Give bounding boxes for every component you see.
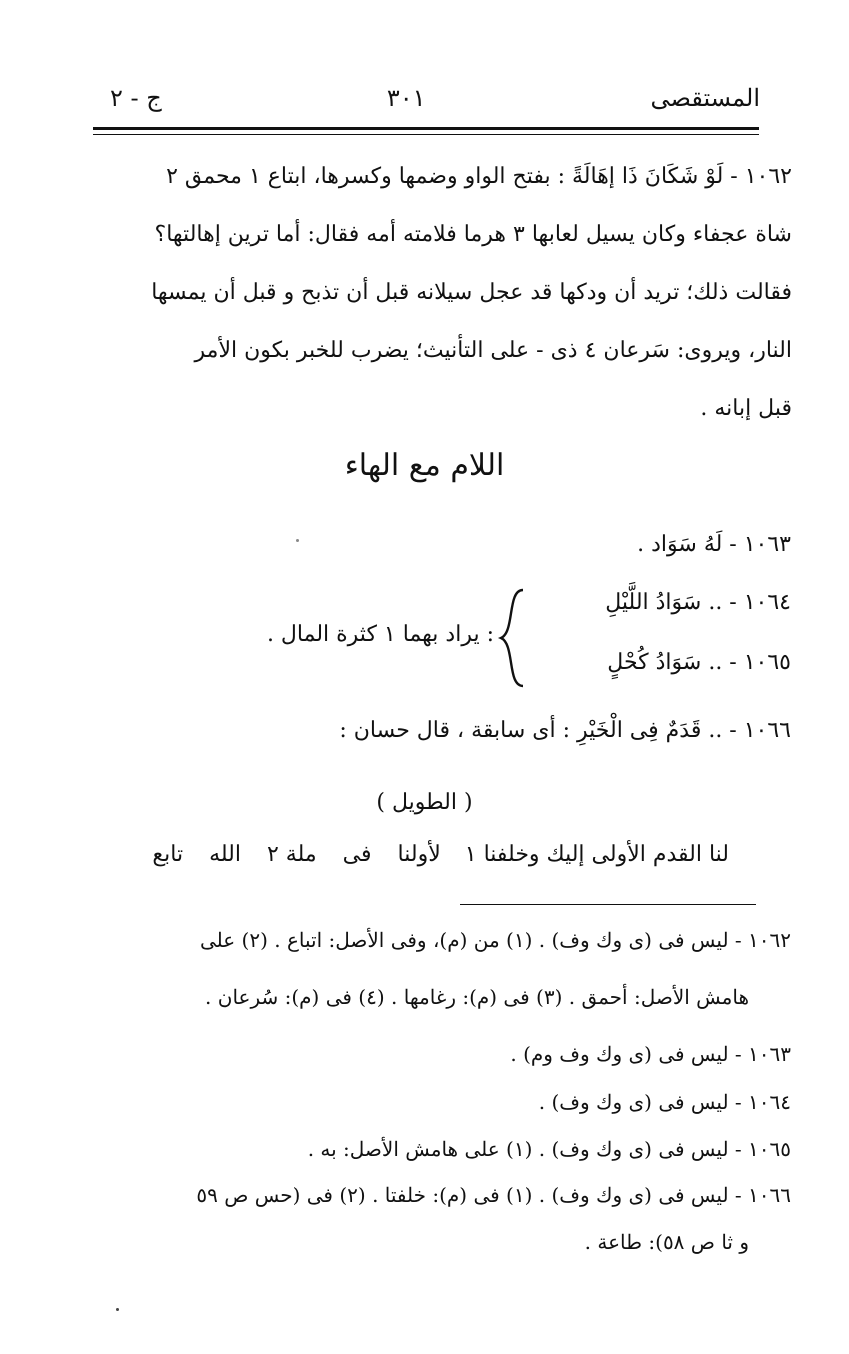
verse-first-hemistich: لنا القدم الأولى إليك وخلفنا ١ <box>464 842 729 867</box>
footnote-1066-continued: و ثا ص ٥٨): طاعة . <box>584 1230 749 1254</box>
entry-1066: ١٠٦٦ - .. قَدَمٌ فِى الْخَيْرِ : أى سابقة ، قال حسان : <box>339 718 791 743</box>
footnote-1063: ١٠٦٣ - ليس فى (ى وك وف وم) . <box>510 1042 791 1066</box>
header-rule-thin <box>93 134 759 135</box>
curly-brace-icon <box>495 588 531 688</box>
volume-label: ج - ٢ <box>110 84 162 112</box>
verse-second-hemistich <box>152 842 440 867</box>
verse-word: لأولنا <box>397 842 441 867</box>
brace-gloss: : يراد بهما ١ كثرة المال . <box>266 622 494 647</box>
verse-line <box>152 842 729 867</box>
verse-word: الله <box>209 842 241 867</box>
header-rule-thick <box>93 127 759 130</box>
paragraph-line: ١٠٦٢ - لَوْ شَكَانَ ذَا إهَالَةً : بفتح الواو وضمها وكسرها، ابتاع ١ محمق ٢ <box>166 164 792 189</box>
paragraph-line: النار، ويروى: سَرعان ٤ ذى - على التأنيث؛ يضرب للخبر بكون الأمر <box>194 338 792 363</box>
page-number: ٣٠١ <box>386 84 426 112</box>
footnote-1062: ١٠٦٢ - ليس فى (ى وك وف) . (١) من (م)، وفى الأصل: اتباع . (٢) على <box>199 928 791 952</box>
footnote-1064: ١٠٦٤ - ليس فى (ى وك وف) . <box>538 1090 791 1114</box>
entry-1062-paragraph <box>100 148 792 438</box>
print-speck <box>296 539 299 542</box>
running-header <box>110 78 760 118</box>
paragraph-line: فقالت ذلك؛ تريد أن ودكها قد عجل سيلانه قبل أن تذبح و قبل أن يمسها <box>151 280 792 305</box>
entry-1065: ١٠٦٥ - .. سَوَادُ كُحْلٍ <box>607 650 791 675</box>
footnote-separator <box>460 904 756 905</box>
book-title: المستقصى <box>650 84 760 112</box>
verse-word: فى <box>342 842 372 867</box>
paragraph-line: شاة عجفاء وكان يسيل لعابها ٣ هرما فلامته أمه فقال: أما ترين إهالتها؟ <box>154 222 792 247</box>
entry-1063: ١٠٦٣ - لَهُ سَوَاد . <box>637 532 791 557</box>
poetic-meter: ( الطويل ) <box>376 790 473 815</box>
footnote-1066: ١٠٦٦ - ليس فى (ى وك وف) . (١) فى (م): خلفتا . (٢) فى (حس ص ٥٩ <box>196 1183 791 1207</box>
paragraph-line: قبل إبانه . <box>700 396 792 421</box>
footnote-1062-continued: هامش الأصل: أحمق . (٣) فى (م): رغامها . (٤) فى (م): سُرعان . <box>205 985 749 1009</box>
print-speck <box>116 1308 119 1311</box>
section-heading: اللام مع الهاء <box>344 448 505 483</box>
verse-word: تابع <box>152 842 184 867</box>
entry-1064: ١٠٦٤ - .. سَوَادُ اللَّيْلِ <box>605 590 791 615</box>
verse-word: ملة ٢ <box>266 842 317 867</box>
footnote-1065: ١٠٦٥ - ليس فى (ى وك وف) . (١) على هامش الأصل: به . <box>307 1137 791 1161</box>
